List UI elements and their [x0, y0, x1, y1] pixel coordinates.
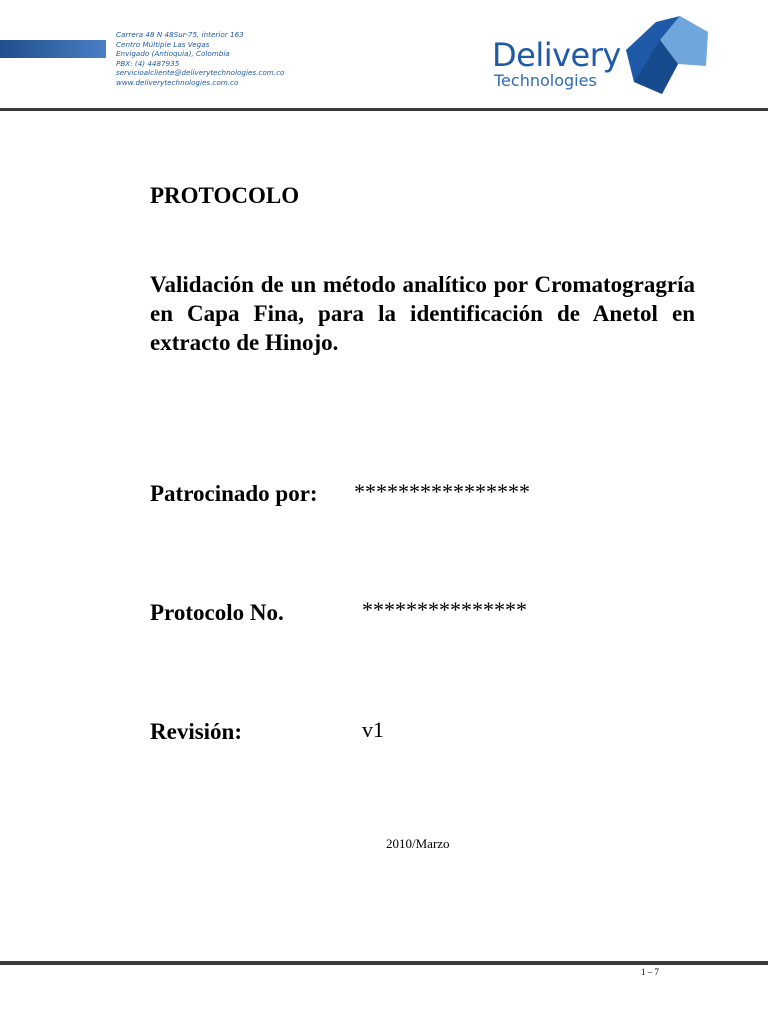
address-line: Centro Múltiple Las Vegas	[116, 39, 210, 49]
hexagon-logo-icon	[620, 14, 712, 98]
company-address	[116, 30, 284, 88]
website-line: www.deliverytechnologies.com.co	[116, 77, 239, 87]
revision-value: v1	[362, 717, 384, 742]
sponsor-label: Patrocinado por:	[150, 481, 318, 506]
email-line: servicioalcliente@deliverytechnologies.com.co	[116, 68, 285, 78]
footer-divider	[0, 961, 768, 965]
header-accent-bar	[0, 40, 106, 58]
protocol-number-value: ***************	[362, 597, 527, 622]
document-date: 2010/Marzo	[386, 836, 450, 851]
protocol-number-label: Protocolo No.	[150, 600, 284, 625]
phone-line: PBX: (4) 4487935	[116, 58, 180, 68]
document-subject: Validación de un método analítico por Cromatogragría en Capa Fina, para la identificación de Anetol en extracto de Hinojo.	[150, 272, 695, 355]
header-divider	[0, 108, 768, 111]
page-number: 1 – 7	[641, 967, 659, 977]
address-line: Carrera 48 N 48Sur-75, interior 163	[116, 30, 244, 39]
logo-subtitle: Technologies	[494, 71, 597, 90]
company-logo	[492, 14, 712, 98]
logo-wordmark: Delivery	[492, 36, 621, 74]
revision-label: Revisión:	[150, 719, 242, 744]
document-heading: PROTOCOLO	[150, 183, 300, 208]
address-line: Envigado (Antioquia), Colombia	[116, 49, 230, 59]
sponsor-value: ****************	[354, 479, 530, 504]
